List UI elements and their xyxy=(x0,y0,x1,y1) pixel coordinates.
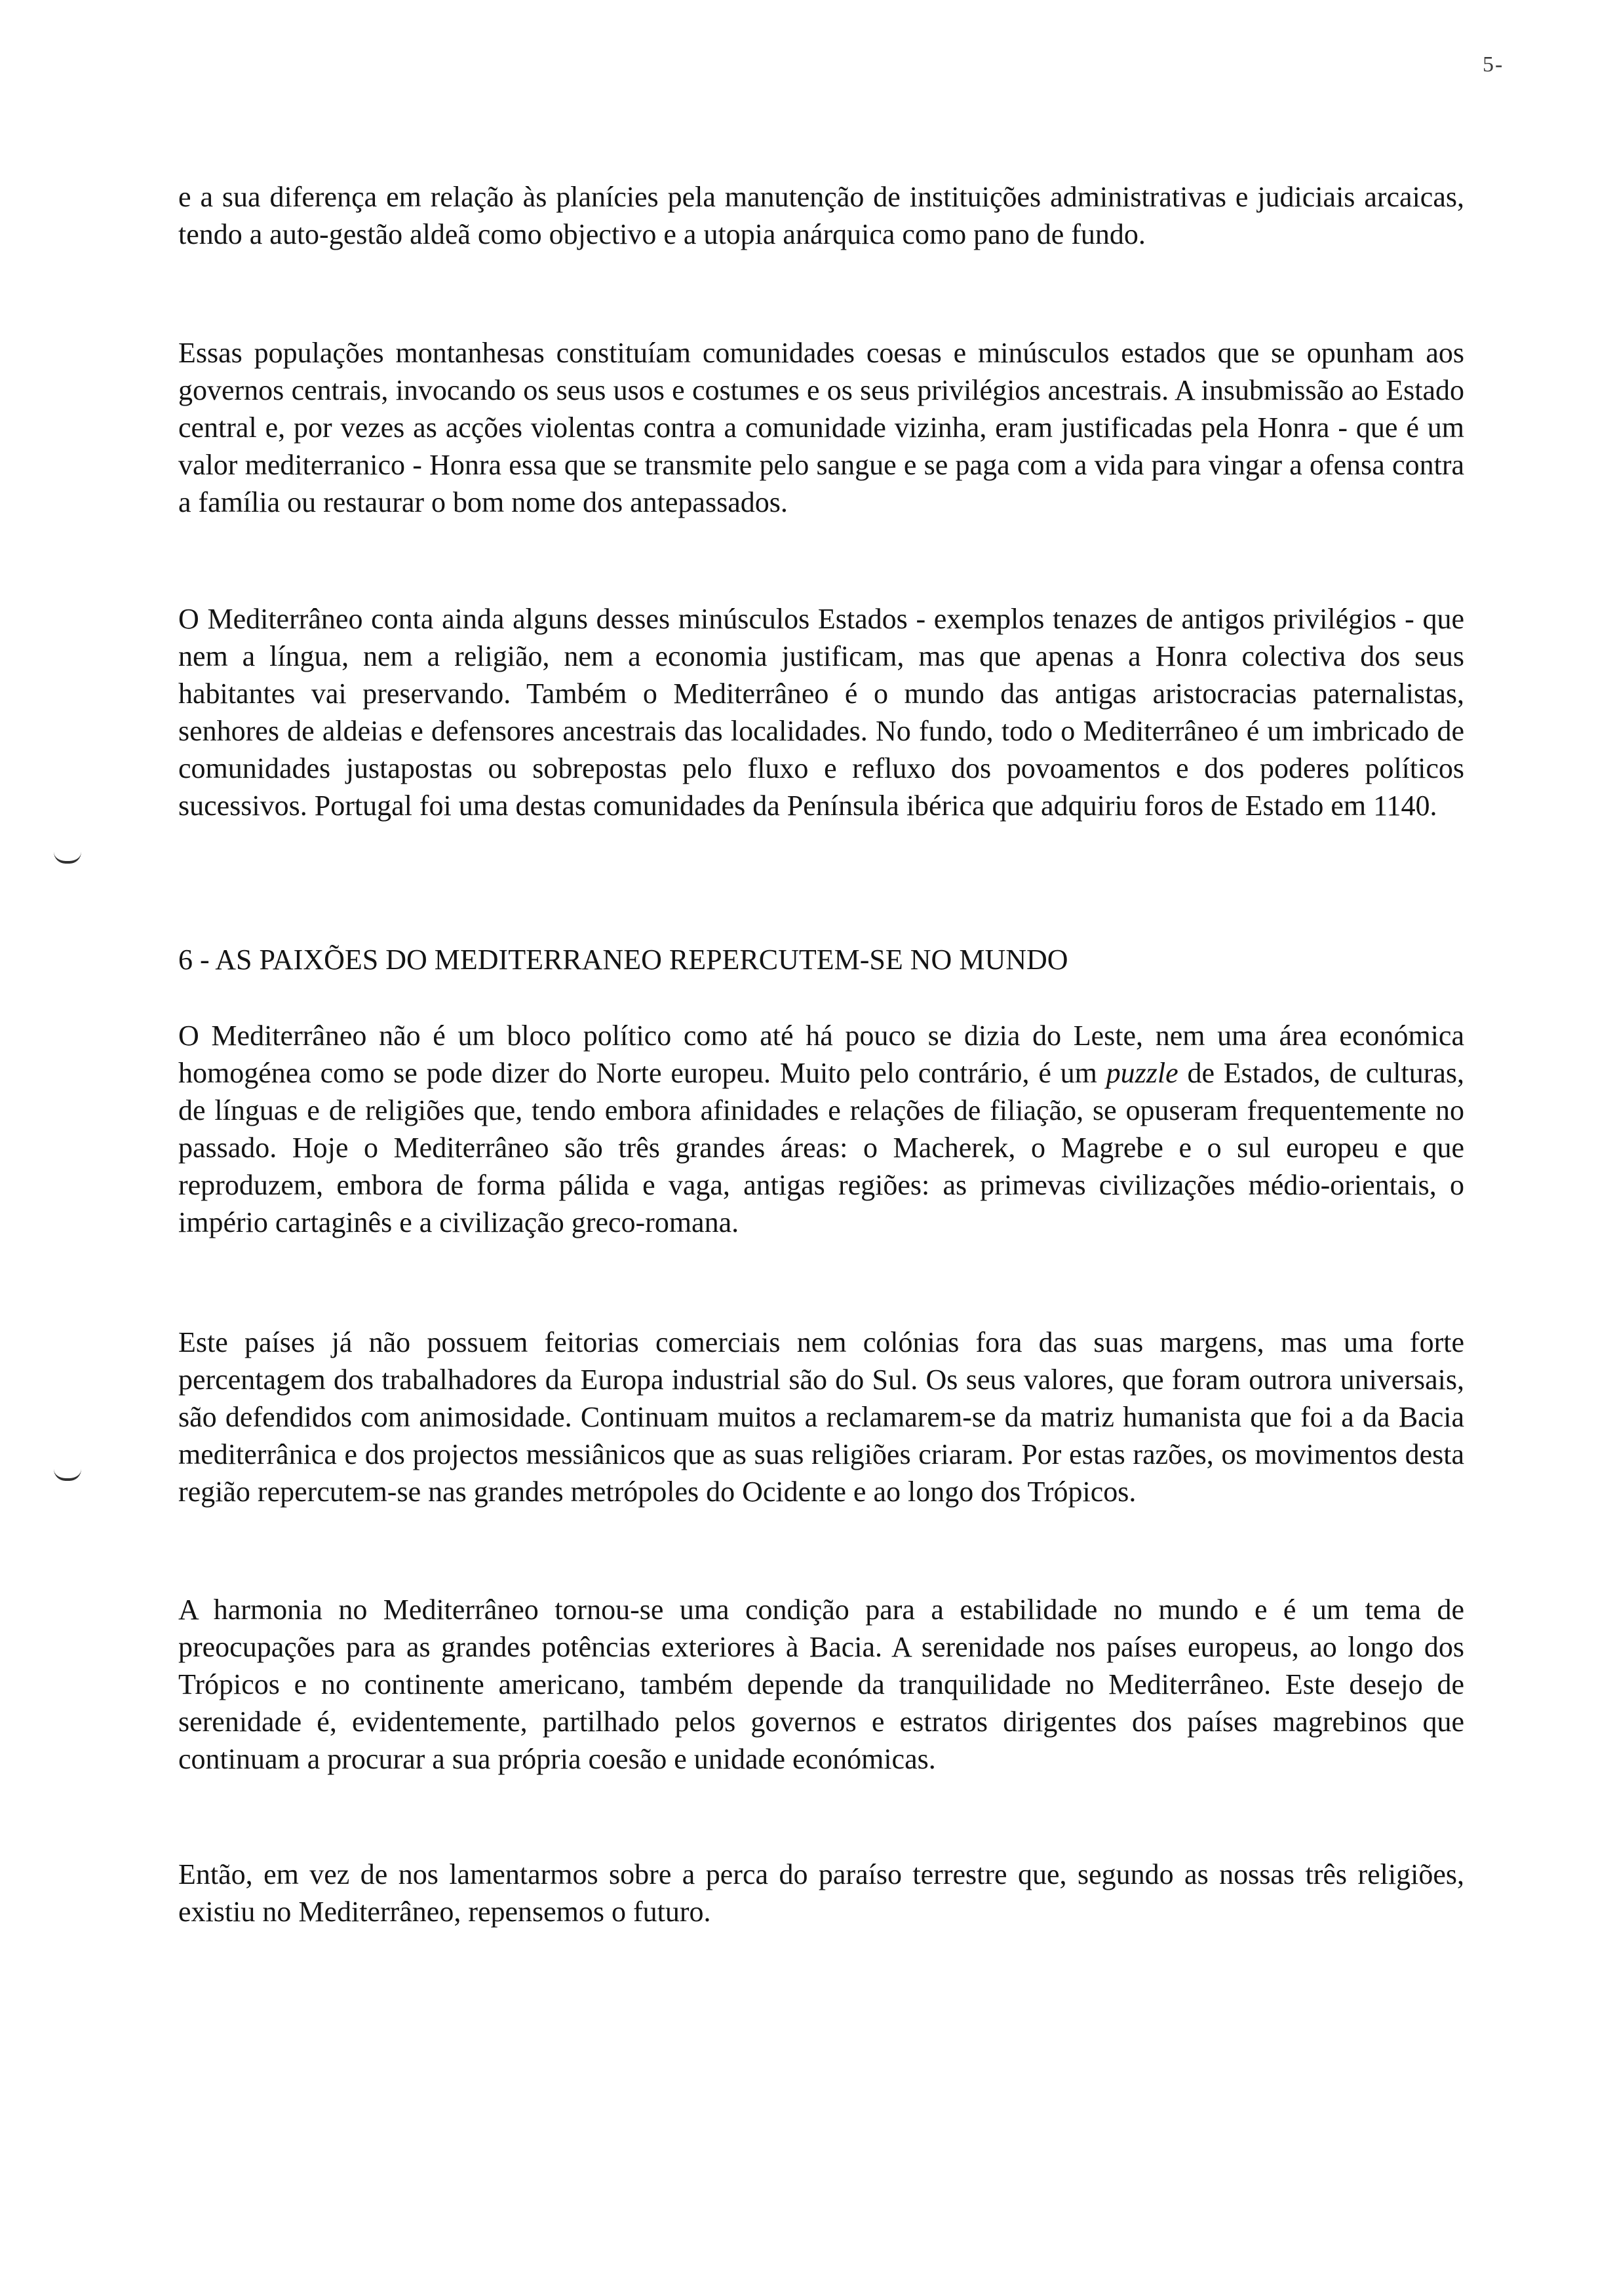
margin-mark-1 xyxy=(54,852,81,864)
paragraph-7: Então, em vez de nos lamentarmos sobre a perca do paraíso terrestre que, segundo as nossas três religiões, existiu no Mediterrâneo, repensemos o futuro. xyxy=(178,1858,1464,1928)
paragraph-3: O Mediterrâneo conta ainda alguns desses minúsculos Estados - exemplos tenazes de antigos privilégios - que nem a língua, nem a religião, nem a economia justificam, mas que apenas a Honra colectiva dos seus habitantes vai preservando. Também o Mediterrâneo é o mundo das antigas aristocracias paternalistas, senhores de aldeias e defensores ancestrais das localidades. No fundo, todo o Mediterrâneo é um imbricado de comunidades justapostas ou sobrepostas pelo fluxo e refluxo dos povoamentos e dos poderes políticos sucessivos. Portugal foi uma destas comunidades da Península ibérica que adquiriu foros de Estado em 1140. xyxy=(178,603,1464,822)
paragraph-4-italic-word: puzzle xyxy=(1106,1057,1178,1089)
paragraph-2: Essas populações montanhesas constituíam comunidades coesas e minúsculos estados que se opunham aos governos centrais, invocando os seus usos e costumes e os seus privilégios ancestrais. A insubmissão ao Estado central e, por vezes as acções violentas contra a comunidade vizinha, eram justificadas pela Honra - que é um valor mediterranico - Honra essa que se transmite pelo sangue e se paga com a vida para vingar a ofensa contra a família ou restaurar o bom nome dos antepassados. xyxy=(178,337,1464,518)
paragraph-4-start: O Mediterrâneo não é um bloco político como até há pouco se dizia do Leste, nem uma área económica homogénea como se pode dizer do Norte europeu. Muito pelo contrário, é um xyxy=(178,1020,1464,1089)
paragraph-4-end: de Estados, de culturas, de línguas e de religiões que, tendo embora afinidades e relações de filiação, se opuseram frequentemente no passado. Hoje o Mediterrâneo são três grandes áreas: o Macherek, o Magrebe e o sul europeu e que reproduzem, embora de forma pálida e vaga, antigas regiões: as primevas civilizações médio-orientais, o império cartaginês e a civilização greco-romana. xyxy=(178,1057,1465,1238)
paragraph-1: e a sua diferença em relação às planícies pela manutenção de instituições administrativas e judiciais arcaicas, tendo a auto-gestão aldeã como objectivo e a utopia anárquica como pano de fundo. xyxy=(178,181,1464,250)
paragraph-6: A harmonia no Mediterrâneo tornou-se uma condição para a estabilidade no mundo e é um tema de preocupações para as grandes potências exteriores à Bacia. A serenidade nos países europeus, ao longo dos Trópicos e no continente americano, também depende da tranquilidade no Mediterrâneo. Este desejo de serenidade é, evidentemente, partilhado pelos governos e estratos dirigentes dos países magrebinos que continuam a procurar a sua própria coesão e unidade económicas. xyxy=(178,1594,1464,1775)
paragraph-5: Este países já não possuem feitorias comerciais nem colónias fora das suas margens, mas uma forte percentagem dos trabalhadores da Europa industrial são do Sul. Os seus valores, que foram outrora universais, são defendidos com animosidade. Continuam muitos a reclamarem-se da matriz humanista que foi a da Bacia mediterrânica e dos projectos messiânicos que as suas religiões criaram. Por estas razões, os movimentos desta região repercutem-se nas grandes metrópoles do Ocidente e ao longo dos Trópicos. xyxy=(178,1326,1464,1508)
page-number-mark: 5- xyxy=(1483,52,1504,77)
paragraph-4 xyxy=(178,1017,1464,1241)
section-heading: 6 - AS PAIXÕES DO MEDITERRANEO REPERCUTEM-SE NO MUNDO xyxy=(178,944,1068,976)
margin-mark-2 xyxy=(54,1469,81,1481)
